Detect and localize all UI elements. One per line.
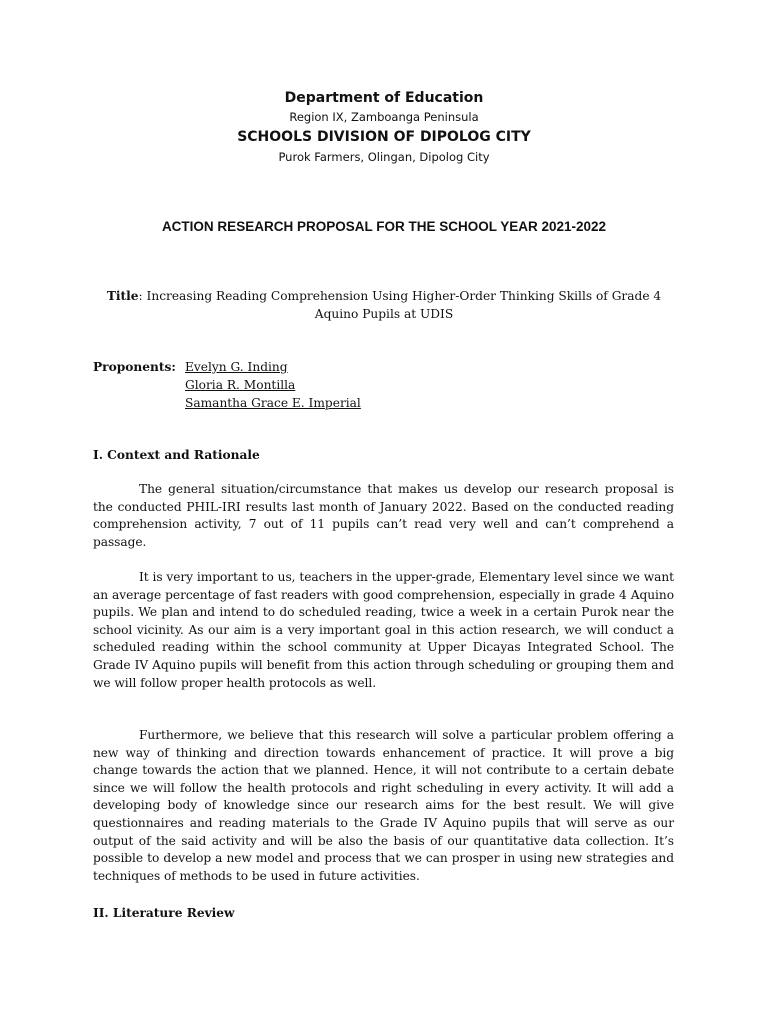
proponent-name: Gloria R. Montilla — [185, 378, 296, 392]
paragraph: It is very important to us, teachers in the upper-grade, Elementary level since we want an average percentage of fast readers with good comprehension, especially in grade 4 Aquino pupils. We plan and intend to do scheduled reading, twice a week in a certain Purok near the school vicinity. As our aim is a very important goal in this action research, we will conduct a scheduled reading within the school community at Upper Dicayas Integrated School. The Grade IV Aquino pupils will benefit from this action through scheduling or grouping them and we will follow proper health protocols as well. — [93, 570, 674, 690]
section-heading-literature: II. Literature Review — [93, 906, 235, 920]
section-heading-context: I. Context and Rationale — [93, 448, 260, 462]
title-text: Increasing Reading Comprehension Using Higher-Order Thinking Skills of Grade 4 Aquino Pupils at UDIS — [146, 289, 662, 321]
division-address: Purok Farmers, Olingan, Dipolog City — [278, 150, 490, 164]
proponent-name: Samantha Grace E. Imperial — [185, 396, 361, 410]
proposal-heading: ACTION RESEARCH PROPOSAL FOR THE SCHOOL YEAR 2021-2022 — [161, 219, 607, 234]
division-name: SCHOOLS DIVISION OF DIPOLOG CITY — [237, 129, 531, 145]
paragraph: Furthermore, we believe that this research will solve a particular problem offering a new way of thinking and direction towards enhancement of practice. It will prove a big change towards the action that we planned. Hence, it will not contribute to a certain debate since we will follow the health protocols and right scheduling in every activity. It will add a developing body of knowledge since our research aims for the best result. We will give questionnaires and reading materials to the Grade IV Aquino pupils that will serve as our output of the said activity and will be also the basis of our quantitative data collection. It’s possible to develop a new model and process that we can prosper in using new strategies and techniques of methods to be used in future activities. — [93, 728, 674, 883]
proponents-list — [185, 358, 361, 412]
letterhead — [0, 88, 768, 166]
proponents-label: Proponents: — [93, 360, 176, 374]
region-name: Region IX, Zamboanga Peninsula — [289, 110, 479, 124]
department-name: Department of Education — [284, 90, 484, 106]
paragraph: The general situation/circumstance that makes us develop our research proposal is the conducted PHIL-IRI results last month of January 2022. Based on the conducted reading comprehension activity, 7 out of 11 pupils can’t read very well and can’t comprehend a passage. — [93, 482, 674, 549]
title-label: Title — [106, 289, 139, 303]
research-title: Title: Increasing Reading Comprehension Using Higher-Order Thinking Skills of Grade 4 Aquino Pupils at UDIS — [106, 289, 662, 321]
proponent-name: Evelyn G. Inding — [185, 360, 288, 374]
